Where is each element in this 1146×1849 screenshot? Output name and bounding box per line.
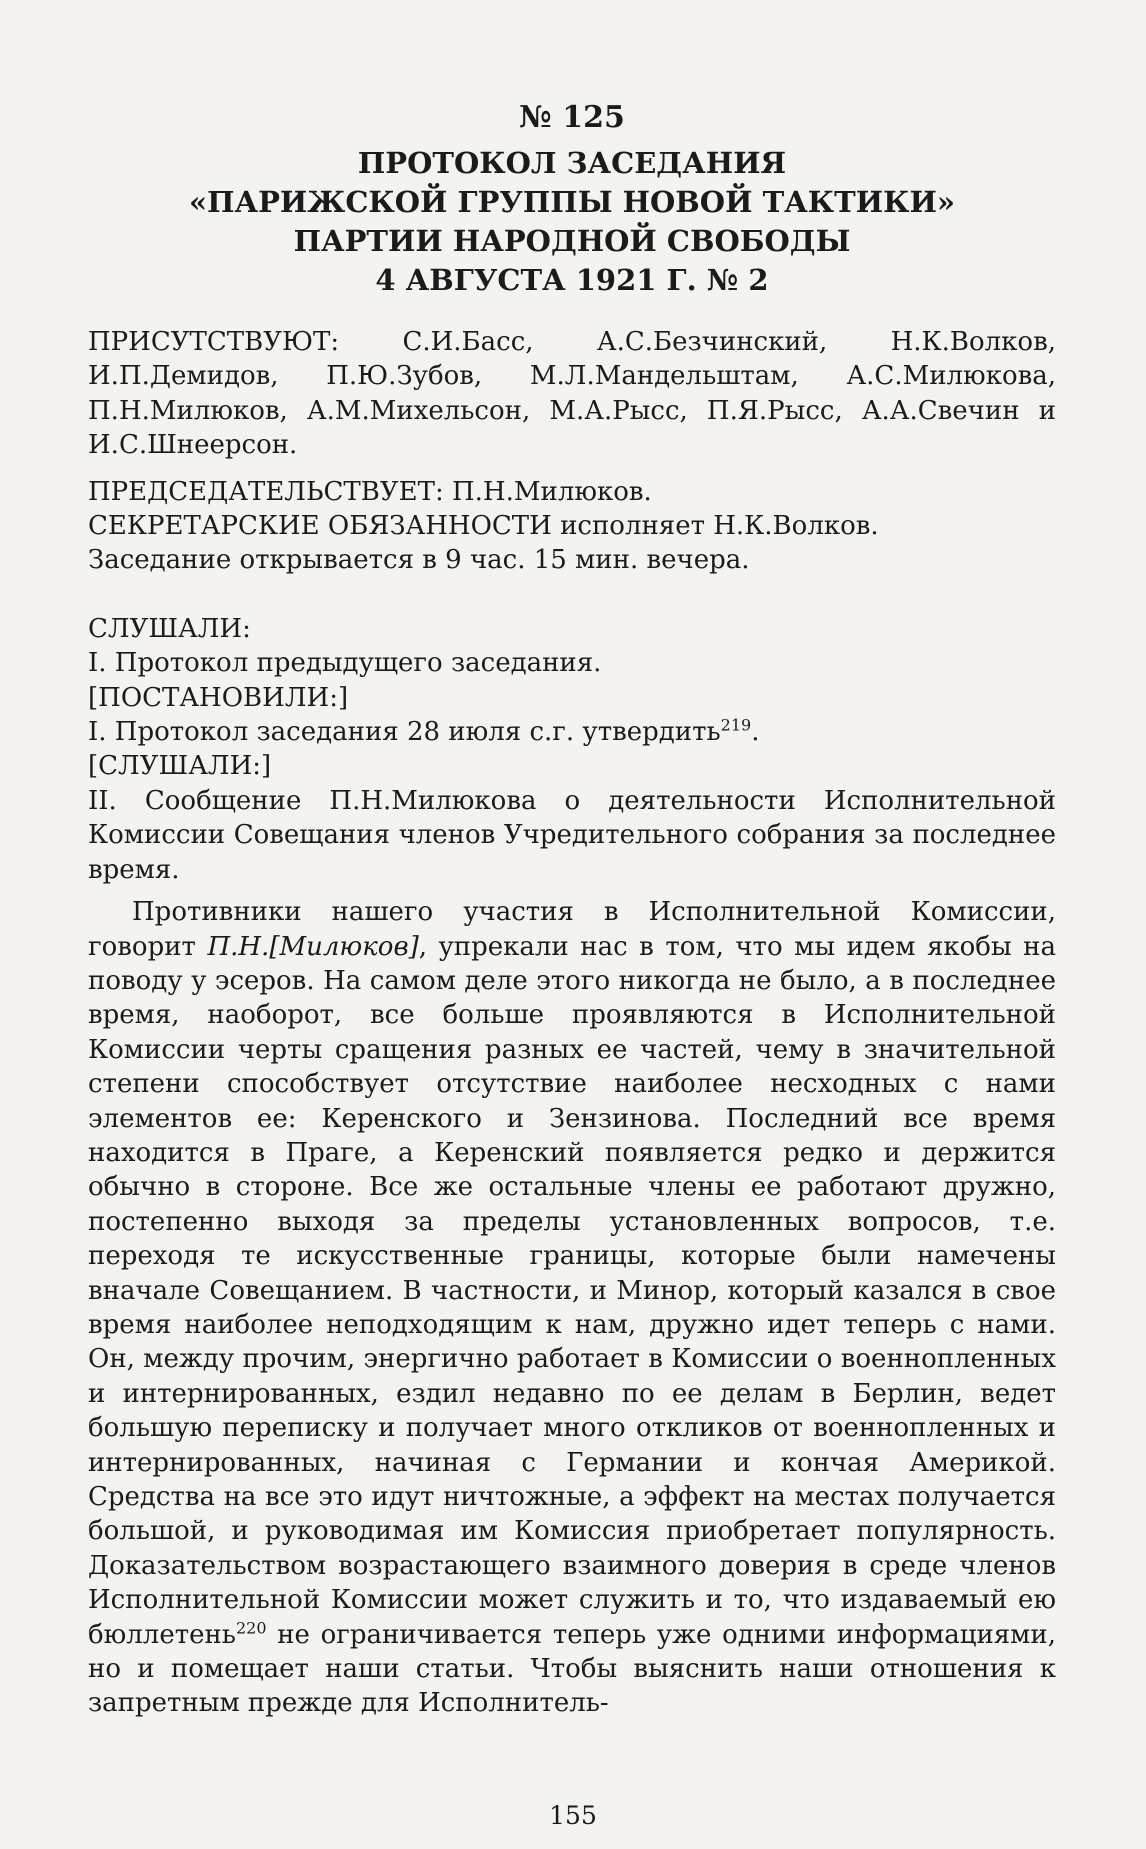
- spacer: [88, 578, 1056, 612]
- opening-line: Заседание открывается в 9 час. 15 мин. вечера.: [88, 545, 750, 576]
- agenda-item-1: I. Протокол предыдущего заседания.: [88, 648, 602, 679]
- body-paragraph: [88, 895, 1056, 1721]
- attendees-list: ПРИСУТСТВУЮТ: С.И.Басс, А.С.Безчинский, Н.К.Волков, И.П.Демидов, П.Ю.Зубов, М.Л.Мандельштам, А.С.Милюкова, П.Н.Милюков, А.М.Михельсон, М.А.Рысс, П.Я.Рысс, А.А.Свечин и И.С.Шнеерсон.: [88, 327, 1056, 461]
- agenda-item-2: II. Сообщение П.Н.Милюкова о деятельности Исполнительной Комиссии Совещания членов Учредительного собрания за последнее время.: [88, 785, 1056, 885]
- title-line-3: ПАРТИИ НАРОДНОЙ СВОБОДЫ: [293, 224, 851, 258]
- document-title: [88, 144, 1056, 300]
- title-line-4: 4 АВГУСТА 1921 Г. № 2: [375, 263, 769, 297]
- heard-heading-2: [СЛУШАЛИ:]: [88, 751, 272, 782]
- page-number: 155: [549, 1801, 597, 1830]
- footnote-ref-219: 219: [720, 715, 752, 735]
- chairman-line: ПРЕДСЕДАТЕЛЬСТВУЕТ: П.Н.Милюков.: [88, 476, 652, 507]
- body-text-a: Противники нашего участия в Исполнительной Комиссии, говорит: [88, 897, 1056, 962]
- footnote-ref-220: 220: [235, 1617, 267, 1637]
- page-content: [88, 98, 1056, 1721]
- decision-1-text: I. Протокол заседания 28 июля с.г. утвердить: [88, 717, 721, 748]
- title-line-2: «ПАРИЖСКОЙ ГРУППЫ НОВОЙ ТАКТИКИ»: [188, 185, 956, 219]
- resolved-heading-1: [ПОСТАНОВИЛИ:]: [88, 682, 349, 713]
- document-number: № 125: [519, 100, 625, 135]
- heard-heading-1: СЛУШАЛИ:: [88, 613, 251, 644]
- decision-1: [88, 715, 1056, 749]
- secretary-line: СЕКРЕТАРСКИЕ ОБЯЗАННОСТИ исполняет Н.К.Волков.: [88, 511, 879, 542]
- speaker-name: П.Н.[Милюков]: [207, 931, 419, 962]
- title-line-1: ПРОТОКОЛ ЗАСЕДАНИЯ: [357, 146, 787, 180]
- decision-1-end: .: [751, 717, 760, 748]
- body-text-b: , упрекали нас в том, что мы идем якобы на поводу у эсеров. На самом деле этого никогда не было, а в последнее время, наоборот, все больше проявляются в Исполнительной Комиссии черты сращения разных ее частей, чему в значительной степени способствует отсутствие наиболее несходных с нами элементов ее: Керенского и Зензинова. Последний все время находится в Праге, а Керенский появляется редко и держится обычно в стороне. Все же остальные члены ее работают дружно, постепенно выходя за пределы установленных вопросов, т.е. переходя те искусственные границы, которые были намечены вначале Совещанием. В частности, и Минор, который казался в свое время наиболее неподходящим к нам, дружно идет теперь с нами. Он, между прочим, энергично работает в Комиссии о военнопленных и интернированных, ездил недавно по ее делам в Берлин, ведет большую переписку и получает много откликов от военнопленных и интернированных, начиная с Германии и кончая Америкой. Средства на все это идут ничтожные, а эффект на местах получается большой, и руководимая им Комиссия приобретает популярность. Доказательством возрастающего взаимного доверия в среде членов Исполнительной Комиссии может служить и то, что издаваемый ею бюллетень: [88, 931, 1056, 1650]
- body-text-c: не ограничивается теперь уже одними информациями, но и помещает наши статьи. Чтобы выяснить наши отношения к запретным прежде для Исполнитель-: [88, 1619, 1056, 1719]
